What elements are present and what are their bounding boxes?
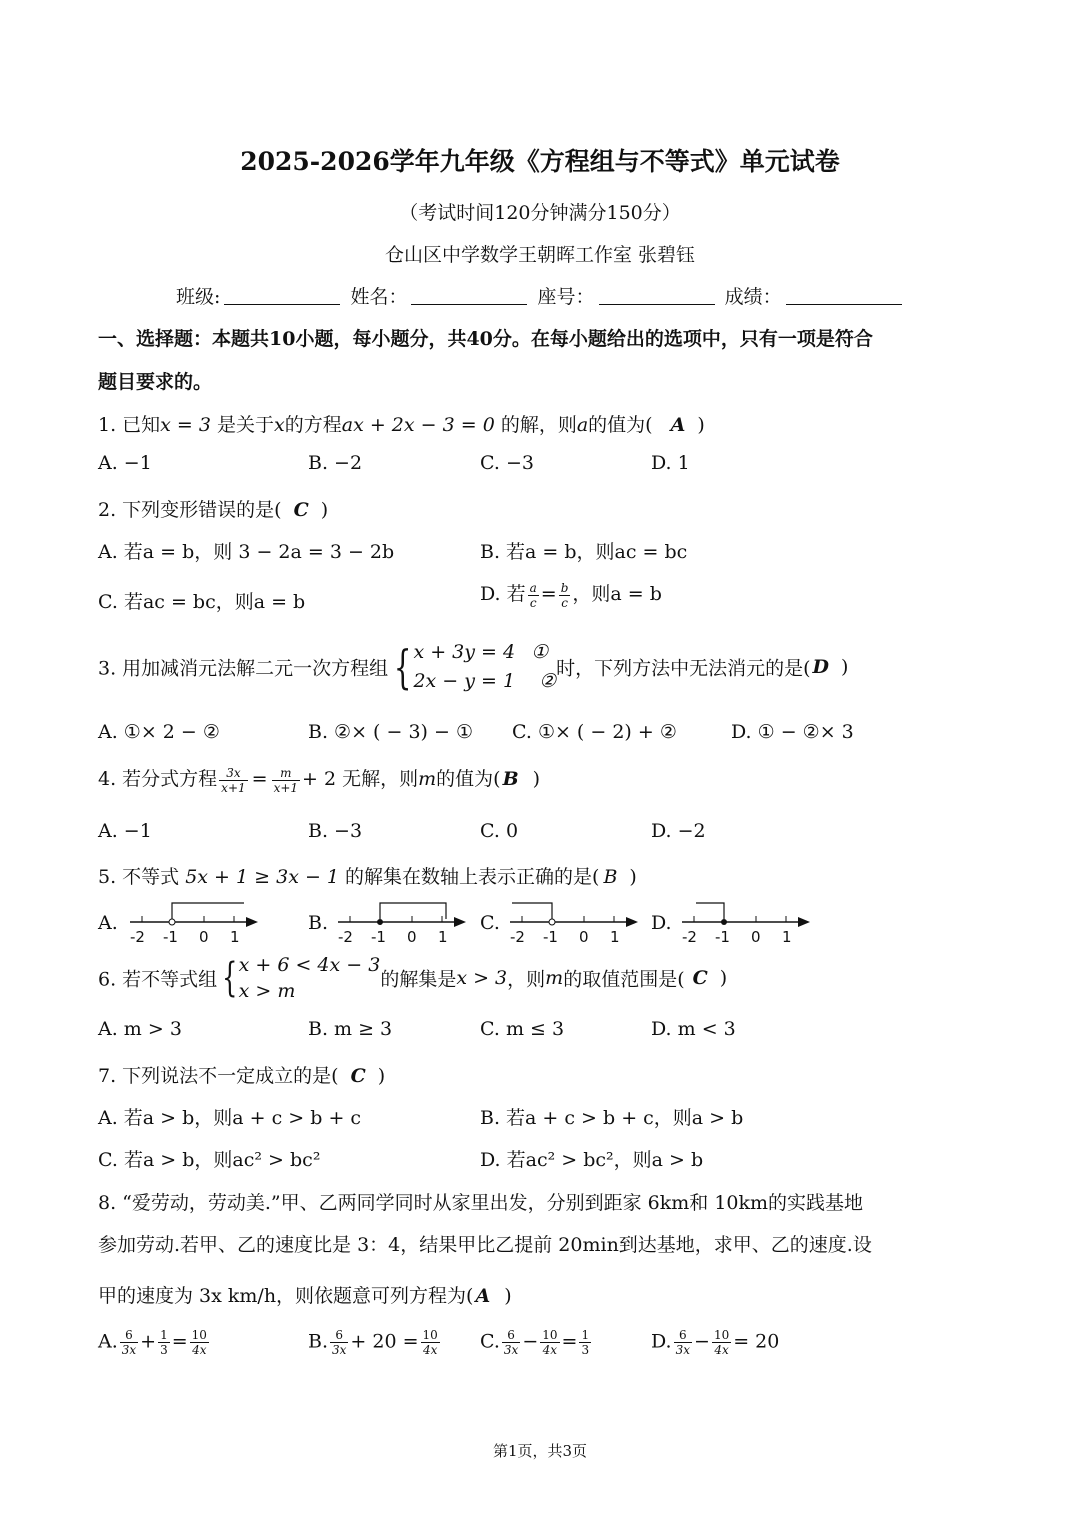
equals: =: [540, 583, 557, 605]
operator: −: [522, 1330, 539, 1353]
question-4-stem: [98, 764, 540, 795]
tick-label: -1: [163, 928, 178, 946]
number-line-d: [678, 895, 818, 950]
q3-answer: D: [812, 656, 830, 678]
mark-1: ①: [531, 641, 549, 663]
student-info-fields: [176, 282, 906, 309]
numerator: 6: [674, 1328, 692, 1343]
option-label: D.: [651, 1330, 672, 1353]
q1-close: ): [697, 414, 705, 436]
q7-text: 7. 下列说法不一定成立的是(: [98, 1065, 339, 1087]
q1-option-d: D. 1: [651, 452, 690, 474]
numerator: 10: [422, 1328, 438, 1342]
fraction: [219, 766, 247, 795]
question-2-stem: [98, 495, 328, 522]
q3-close: ): [841, 656, 849, 678]
numerator: 6: [120, 1328, 138, 1343]
left-brace: {: [222, 955, 238, 1001]
q2-option-b: B. 若a = b，则ac = bc: [480, 541, 688, 563]
option-label: C.: [480, 1330, 500, 1353]
q7-option-b: B. 若a + c > b + c，则a > b: [480, 1107, 744, 1129]
q2-close: ): [320, 499, 329, 521]
q7-answer: C: [350, 1065, 366, 1087]
question-8-line3: [98, 1281, 512, 1308]
tick-label: 1: [230, 928, 240, 946]
option-label: B.: [308, 1330, 329, 1353]
q8-option-a: [98, 1328, 211, 1357]
denominator: 3: [581, 1343, 590, 1357]
fraction: [712, 1328, 731, 1357]
q2-option-a: A. 若a = b，则 3 − 2a = 3 − 2b: [98, 541, 395, 563]
fraction: [559, 581, 571, 610]
mark-2: ②: [539, 670, 557, 692]
tick-label: -2: [130, 928, 145, 946]
q4-option-c: C. 0: [480, 820, 519, 842]
q5-label-b: B.: [308, 912, 329, 934]
score-label: 成绩：: [724, 286, 782, 308]
numerator: 6: [502, 1328, 520, 1343]
denominator: 4x: [542, 1343, 558, 1357]
q3-option-c: C. ①× ( − 2) + ②: [512, 721, 677, 743]
q4-close: ): [532, 768, 541, 790]
equals: =: [561, 1330, 578, 1353]
numerator: 3x: [219, 766, 247, 781]
q8-answer: A: [475, 1285, 491, 1307]
question-7-stem: [98, 1061, 385, 1088]
ineq1: x + 6 < 4x − 3: [238, 954, 381, 976]
denominator: x+1: [273, 780, 299, 795]
numerator: 10: [542, 1328, 558, 1342]
eq2: 2x − y = 1: [413, 670, 516, 692]
denominator: 4x: [192, 1343, 207, 1357]
q2-text: 2. 下列变形错误的是(: [98, 499, 282, 521]
question-3-stem: [98, 638, 848, 696]
q4-text: 4. 若分式方程: [98, 768, 218, 790]
seat-label: 座号：: [537, 286, 595, 308]
equals: =: [171, 1330, 188, 1353]
tick-label: 1: [610, 928, 620, 946]
denominator: 3x: [332, 1343, 347, 1357]
q2-option-c: C. 若ac = bc，则a = b: [98, 591, 306, 613]
q3-option-a: A. ①× 2 − ②: [98, 721, 220, 743]
tick-label: 1: [438, 928, 448, 946]
q1-option-a: A. −1: [98, 452, 152, 474]
page-footer: 第1页，共3页: [492, 1442, 588, 1460]
q6-math: m: [545, 967, 564, 989]
q1-text: 的方程: [284, 414, 342, 436]
denominator: c: [529, 595, 537, 610]
tick-label: -2: [510, 928, 525, 946]
question-8-line2: 参加劳动.若甲、乙的速度比是 3：4，结果甲比乙提前 20min到达基地，求甲、乙的速度.设: [98, 1234, 872, 1256]
denominator: 3: [160, 1343, 168, 1357]
q6-text: ，则: [507, 968, 546, 991]
q4-option-d: D. −2: [651, 820, 706, 842]
q6-option-d: D. m < 3: [651, 1018, 736, 1040]
equation-system: [413, 638, 556, 696]
q8-text: 甲的速度为 3x km/h，则依题意可列方程为(: [98, 1285, 474, 1307]
fraction: [190, 1328, 209, 1357]
tick-label: 0: [199, 928, 209, 946]
fraction: [528, 581, 539, 610]
tick-label: 1: [782, 928, 792, 946]
denominator: 3x: [503, 1343, 519, 1357]
q4-text: + 2 无解，则: [302, 768, 419, 790]
author-line: 仓山区中学数学王朝晖工作室 张碧钰: [384, 244, 696, 266]
numerator: a: [529, 580, 537, 595]
q5-label-c: C.: [480, 912, 500, 934]
numerator: 1: [160, 1328, 168, 1342]
q1-text: 的值为(: [588, 414, 653, 436]
number-line-c: [506, 895, 646, 950]
q1-math: x: [274, 414, 285, 436]
q4-answer: B: [502, 768, 519, 790]
number-line-b: [334, 895, 474, 950]
operator: = 20: [733, 1330, 780, 1353]
operator: −: [694, 1330, 710, 1353]
fraction: [674, 1328, 692, 1357]
eq1: x + 3y = 4: [413, 641, 516, 663]
q5-text: 5. 不等式: [98, 866, 186, 888]
fraction: [579, 1328, 591, 1357]
fraction: [540, 1328, 559, 1357]
q7-option-c: C. 若a > b，则ac² > bc²: [98, 1149, 321, 1171]
fraction: [502, 1328, 520, 1357]
q1-math: x = 3: [160, 414, 211, 436]
numerator: b: [560, 580, 569, 595]
class-blank[interactable]: [224, 284, 340, 305]
question-8-line1: 8. “爱劳动，劳动美.”甲、乙两同学同时从家里出发，分别到距家 6km和 10km的实践基地: [98, 1192, 864, 1214]
denominator: 4x: [714, 1343, 729, 1357]
q3-option-b: B. ②× ( − 3) − ①: [308, 721, 473, 743]
q6-option-a: A. m > 3: [98, 1018, 182, 1040]
q6-text: 的解集是: [380, 968, 457, 991]
q1-math: a: [576, 414, 589, 436]
denominator: x+1: [221, 780, 246, 795]
q5-label-a: A.: [98, 912, 118, 934]
inequality-system: [239, 952, 381, 1004]
q5-label-d: D.: [651, 912, 672, 934]
tick-label: 0: [579, 928, 589, 946]
score-blank[interactable]: [786, 284, 902, 305]
numerator: 1: [581, 1328, 590, 1342]
option-label: A.: [98, 1330, 118, 1353]
q6-option-b: B. m ≥ 3: [308, 1018, 393, 1040]
q2d-text: ，则a = b: [572, 583, 662, 605]
number-line-a: [126, 895, 266, 950]
q6-math: x > 3: [456, 967, 508, 989]
q1-text: 是关于: [210, 414, 275, 436]
q2-answer: C: [293, 499, 309, 521]
q6-answer: C: [692, 967, 708, 989]
q7-close: ): [377, 1065, 386, 1087]
question-5-stem: [98, 862, 637, 889]
q6-text: 的取值范围是(: [563, 968, 685, 991]
q2d-text: D. 若: [480, 583, 526, 605]
exam-subtitle: （考试时间120分钟满分150分）: [399, 202, 681, 224]
q3-option-d: D. ① − ②× 3: [731, 721, 854, 743]
q1-option-b: B. −2: [308, 452, 363, 474]
tick-label: -1: [371, 928, 386, 946]
q1-option-c: C. −3: [480, 452, 534, 474]
tick-label: -2: [682, 928, 697, 946]
q7-option-a: A. 若a > b，则a + c > b + c: [98, 1107, 362, 1129]
numerator: 10: [713, 1328, 730, 1342]
section-header-line1: 一、选择题：本题共10小题，每小题分，共40分。在每小题给出的选项中，只有一项是符合: [98, 328, 873, 350]
q4-option-a: A. −1: [98, 820, 152, 842]
q4-math: m: [418, 768, 437, 790]
left-brace: {: [394, 640, 412, 694]
q3-text: 时，下列方法中无法消元的是(: [556, 657, 811, 680]
fraction: [158, 1328, 170, 1357]
tick-label: -2: [338, 928, 353, 946]
q8-option-b: [308, 1328, 442, 1357]
tick-label: 0: [407, 928, 417, 946]
q2-option-d: [480, 579, 662, 610]
q4-text: 的值为(: [436, 768, 501, 790]
q5-math: 5x + 1 ≥ 3x − 1: [185, 866, 339, 888]
denominator: 3x: [675, 1343, 691, 1357]
fraction: [272, 766, 300, 795]
q1-text: 的解，则: [494, 414, 577, 436]
operator: +: [140, 1330, 157, 1353]
q8-option-c: [480, 1328, 593, 1357]
fraction: [421, 1328, 440, 1357]
q5-text: 的解集在数轴上表示正确的是(: [339, 866, 600, 888]
equals: =: [251, 768, 268, 790]
tick-label: 0: [751, 928, 761, 946]
q1-math: ax + 2x − 3 = 0: [341, 414, 495, 436]
q4-option-b: B. −3: [308, 820, 363, 842]
numerator: 6: [330, 1328, 348, 1343]
class-label: 班级:: [176, 286, 221, 308]
denominator: 4x: [422, 1343, 438, 1357]
page-title: 2025-2026学年九年级《方程组与不等式》单元试卷: [240, 147, 840, 176]
q5-close: ): [629, 866, 637, 888]
denominator: c: [561, 595, 568, 610]
q5-answer: B: [603, 866, 618, 888]
question-6-stem: [98, 952, 727, 1004]
q8-option-d: [651, 1328, 779, 1357]
operator: + 20 =: [350, 1330, 419, 1353]
q8-close: ): [504, 1285, 512, 1307]
q3-text: 3. 用加减消元法解二元一次方程组: [98, 657, 389, 680]
section-header-line2: 题目要求的。: [98, 371, 213, 393]
q6-close: ): [719, 967, 728, 989]
q7-option-d: D. 若ac² > bc²，则a > b: [480, 1149, 704, 1171]
q6-option-c: C. m ≤ 3: [480, 1018, 565, 1040]
q1-text: 1. 已知: [98, 414, 161, 436]
fraction: [330, 1328, 348, 1357]
q6-text: 6. 若不等式组: [98, 968, 218, 991]
question-1-stem: [98, 410, 705, 437]
numerator: m: [272, 766, 300, 781]
name-blank[interactable]: [411, 284, 527, 305]
denominator: 3x: [121, 1343, 137, 1357]
numerator: 10: [191, 1328, 207, 1342]
q1-answer: A: [670, 414, 686, 436]
name-label: 姓名：: [350, 286, 408, 308]
ineq2: x > m: [238, 980, 296, 1002]
tick-label: -1: [715, 928, 730, 946]
fraction: [120, 1328, 138, 1357]
tick-label: -1: [543, 928, 558, 946]
seat-blank[interactable]: [599, 284, 715, 305]
